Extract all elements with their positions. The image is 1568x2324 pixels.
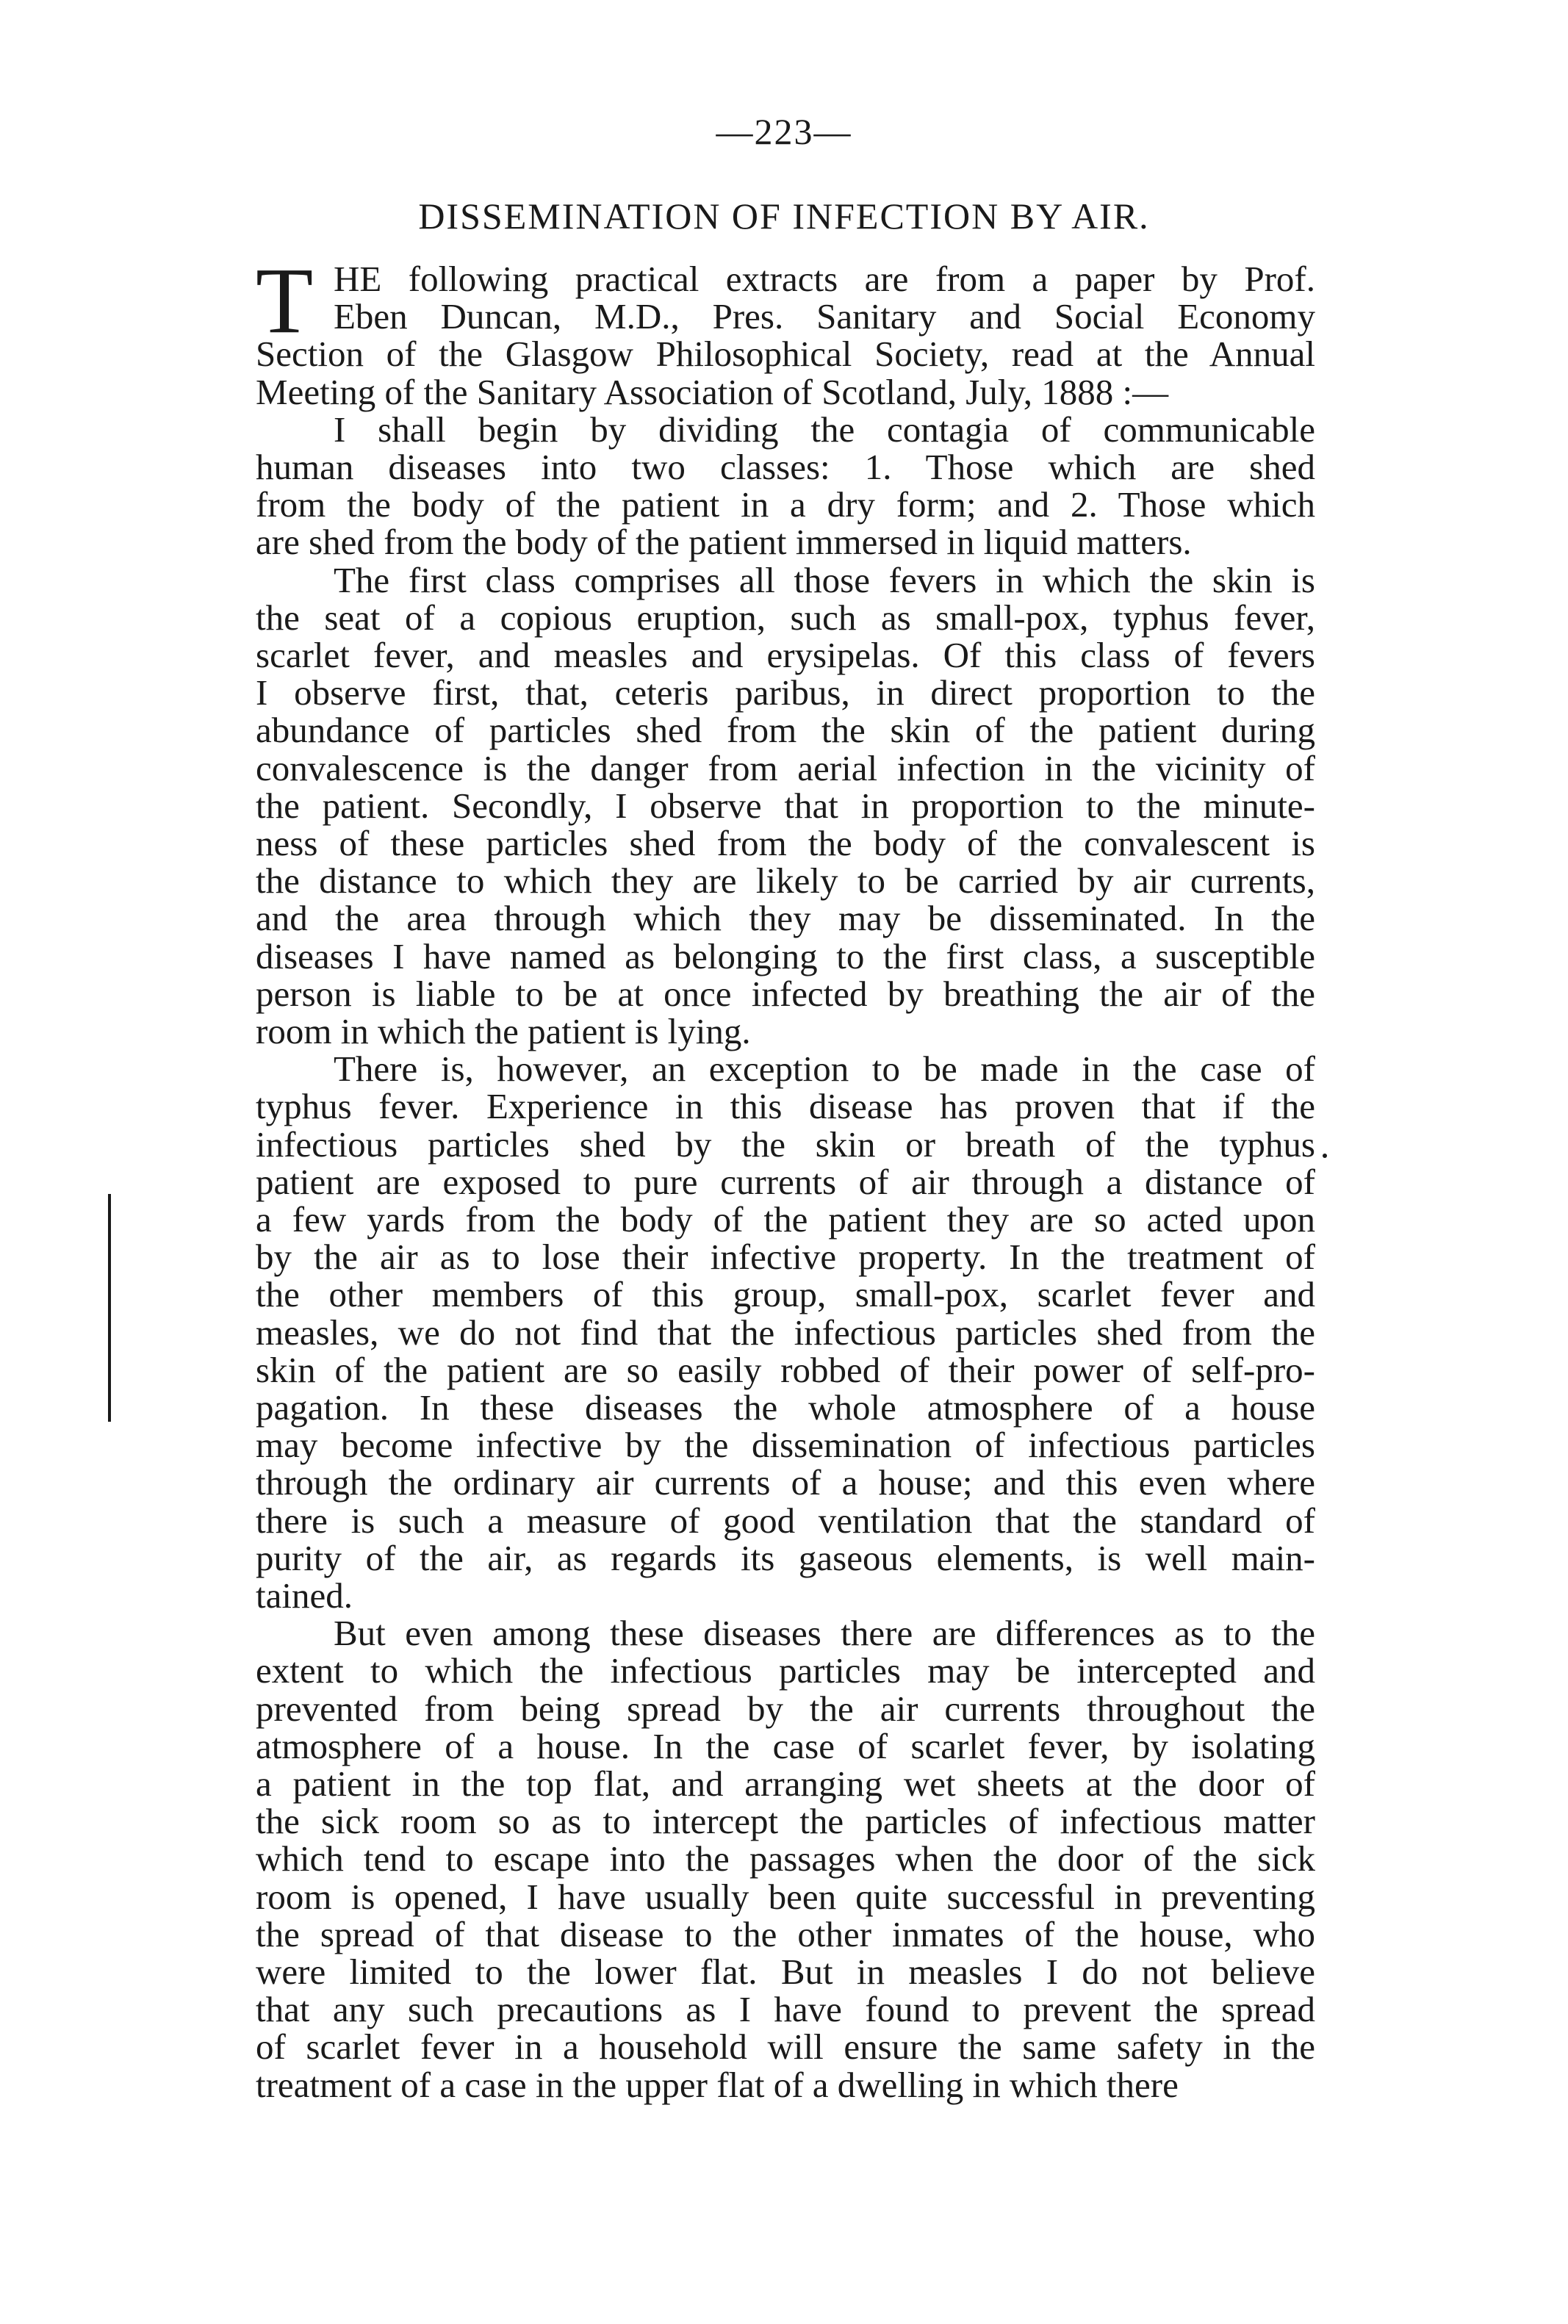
text-line: the other members of this group, small-pox, scarlet fever and: [256, 1274, 1315, 1314]
text-line: Meeting of the Sanitary Association of Scotland, July, 1888 :—: [256, 372, 1169, 412]
text-line: extent to which the infectious particles may be intercepted and: [256, 1650, 1315, 1691]
text-line: the seat of a copious eruption, such as small-pox, typhus fever,: [256, 597, 1315, 638]
text-line: and the area through which they may be disseminated. In the: [256, 898, 1315, 938]
text-line: I shall begin by dividing the contagia of communicable: [334, 409, 1315, 450]
text-line: treatment of a case in the upper flat of a dwelling in which there: [256, 2065, 1179, 2105]
text-line: may become infective by the dissemination of infectious particles: [256, 1425, 1315, 1465]
text-line: the spread of that disease to the other inmates of the house, who: [256, 1914, 1315, 1954]
text-line: scarlet fever, and measles and erysipelas. Of this class of fevers: [256, 635, 1315, 675]
text-line: HE following practical extracts are from a paper by Prof.: [334, 259, 1315, 299]
text-line: prevented from being spread by the air currents throughout the: [256, 1688, 1315, 1729]
text-line: patient are exposed to pure currents of air through a distance of: [256, 1162, 1315, 1202]
margin-mark-bar: [108, 1194, 111, 1422]
text-line: room is opened, I have usually been quite successful in preventing: [256, 1877, 1315, 1917]
text-line: I observe first, that, ceteris paribus, in direct proportion to the: [256, 672, 1315, 713]
text-line: diseases I have named as belonging to the first class, a susceptible: [256, 936, 1315, 976]
page-number: —223—: [716, 111, 852, 152]
text-line: atmosphere of a house. In the case of scarlet fever, by isolating: [256, 1726, 1315, 1766]
text-line: through the ordinary air currents of a house; and this even where: [256, 1462, 1315, 1503]
drop-cap: T: [256, 248, 314, 353]
text-line: room in which the patient is lying.: [256, 1011, 751, 1051]
text-line: person is liable to be at once infected by breathing the air of the: [256, 974, 1315, 1014]
text-line: a patient in the top flat, and arranging wet sheets at the door of: [256, 1763, 1315, 1804]
text-line: of scarlet fever in a household will ensure the same safety in the: [256, 2026, 1315, 2067]
text-line: the sick room so as to intercept the particles of infectious matter: [256, 1801, 1315, 1841]
text-line: The first class comprises all those fevers in which the skin is: [334, 560, 1315, 600]
margin-mark-dot: [1323, 1154, 1327, 1158]
text-line: ness of these particles shed from the body of the convalescent is: [256, 823, 1315, 863]
text-line: which tend to escape into the passages when the door of the sick: [256, 1838, 1315, 1879]
text-line: Eben Duncan, M.D., Pres. Sanitary and Social Economy: [334, 296, 1315, 337]
text-line: were limited to the lower flat. But in measles I do not believe: [256, 1951, 1315, 1992]
text-line: by the air as to lose their infective property. In the treatment of: [256, 1237, 1315, 1277]
text-line: skin of the patient are so easily robbed of their power of self-pro-: [256, 1350, 1315, 1390]
text-line: measles, we do not find that the infectious particles shed from the: [256, 1312, 1315, 1353]
text-line: But even among these diseases there are differences as to the: [334, 1613, 1315, 1653]
text-line: are shed from the body of the patient immersed in liquid matters.: [256, 522, 1192, 562]
text-line: the patient. Secondly, I observe that in proportion to the minute-: [256, 785, 1315, 826]
text-line: convalescence is the danger from aerial infection in the vicinity of: [256, 748, 1315, 788]
text-line: infectious particles shed by the skin or breath of the typhus: [256, 1124, 1315, 1165]
text-line: from the body of the patient in a dry form; and 2. Those which: [256, 484, 1315, 525]
text-line: typhus fever. Experience in this disease has proven that if the: [256, 1086, 1315, 1126]
text-line: that any such precautions as I have found to prevent the spread: [256, 1989, 1315, 2029]
text-line: abundance of particles shed from the skin of the patient during: [256, 710, 1315, 750]
text-line: pagation. In these diseases the whole atmosphere of a house: [256, 1387, 1315, 1428]
text-line: purity of the air, as regards its gaseous elements, is well main-: [256, 1538, 1315, 1578]
text-line: a few yards from the body of the patient they are so acted upon: [256, 1199, 1315, 1240]
text-line: human diseases into two classes: 1. Those which are shed: [256, 447, 1315, 487]
text-line: tained.: [256, 1575, 353, 1616]
text-line: Section of the Glasgow Philosophical Society, read at the Annual: [256, 334, 1315, 374]
text-line: there is such a measure of good ventilation that the standard of: [256, 1500, 1315, 1541]
text-line: the distance to which they are likely to be carried by air currents,: [256, 860, 1315, 901]
text-line: There is, however, an exception to be made in the case of: [334, 1048, 1315, 1089]
article-title: DISSEMINATION OF INFECTION BY AIR.: [418, 195, 1150, 237]
